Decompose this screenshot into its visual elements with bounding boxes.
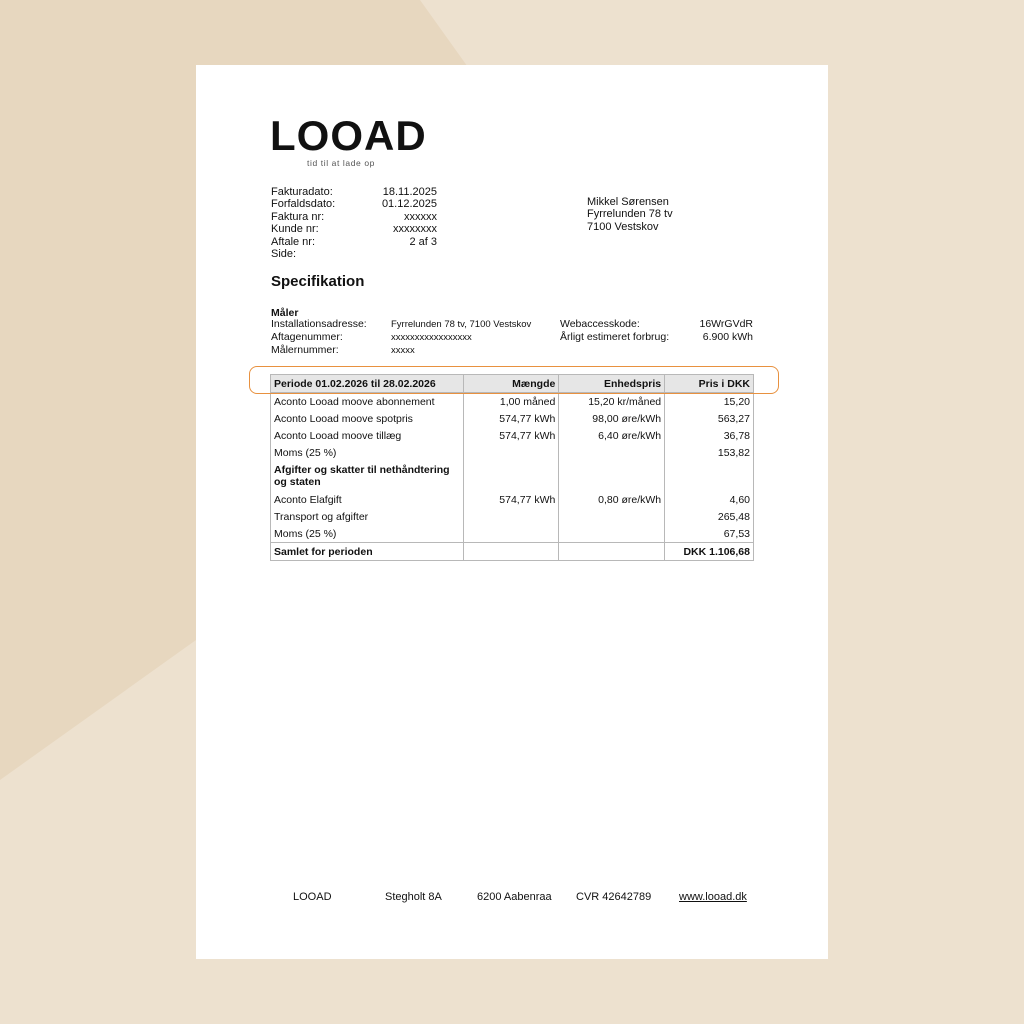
meta-row: Aftale nr: 2 af 3 (271, 235, 437, 248)
footer-company: LOOAD (293, 891, 332, 903)
meter-title: Måler (271, 307, 299, 319)
table-row: Moms (25 %) 67,53 (271, 525, 754, 543)
forbrug-value: 6.900 kWh (702, 331, 753, 343)
logo-tagline: tid til at lade op (307, 158, 375, 168)
forbrug-label: Årligt estimeret forbrug: (560, 331, 670, 343)
meta-row: Side: (271, 247, 297, 260)
column-header-quantity: Mængde (463, 375, 559, 393)
invoice-page (196, 65, 828, 959)
table-row: Aconto Looad moove abonnement 1,00 måned 15,20 kr/måned 15,20 (271, 393, 754, 411)
invoice-meta (271, 186, 437, 260)
table-row: Transport og afgifter 265,48 (271, 508, 754, 525)
meta-row: Kunde nr: xxxxxxxx (271, 223, 437, 236)
recipient-address (587, 196, 673, 233)
footer-cvr: CVR 42642789 (576, 891, 652, 903)
table-row: Aconto Looad moove tillæg 574,77 kWh 6,40 øre/kWh 36,78 (271, 427, 754, 444)
maaler-value: xxxxx (391, 345, 415, 356)
maaler-label: Målernummer: (271, 344, 339, 356)
recipient-city: 7100 Vestskov (587, 220, 659, 233)
specification-title: Specifikation (271, 273, 365, 290)
footer-website-link[interactable]: www.looad.dk (679, 891, 747, 903)
period-header-highlight (249, 366, 779, 394)
meta-row: Forfaldsdato: 01.12.2025 (271, 198, 437, 211)
total-label: Samlet for perioden (271, 543, 464, 561)
aftage-value: xxxxxxxxxxxxxxxxx (391, 332, 472, 343)
table-row: Aconto Looad moove spotpris 574,77 kWh 98,00 øre/kWh 563,27 (271, 410, 754, 427)
meta-row: Fakturadato: 18.11.2025 (271, 186, 437, 198)
table-section-row: Afgifter og skatter til nethåndtering og staten (271, 461, 754, 491)
column-header-unit-price: Enhedspris (559, 375, 665, 393)
looad-logo: LOOAD (270, 112, 427, 159)
total-amount: DKK 1.106,68 (665, 543, 754, 561)
table-row: Aconto Elafgift 574,77 kWh 0,80 øre/kWh 4,60 (271, 491, 754, 508)
column-header-period: Periode 01.02.2026 til 28.02.2026 (271, 375, 464, 393)
installation-label: Installationsadresse: (271, 318, 367, 330)
meta-row: Faktura nr: xxxxxx (271, 210, 437, 223)
footer-city: 6200 Aabenraa (477, 891, 552, 903)
footer-street: Stegholt 8A (385, 891, 442, 903)
recipient-name: Mikkel Sørensen (587, 196, 669, 208)
table-total-row (271, 543, 754, 561)
recipient-street: Fyrrelunden 78 tv (587, 208, 673, 221)
webaccess-value: 16WrGVdR (699, 318, 753, 330)
aftage-label: Aftagenummer: (271, 331, 343, 343)
specification-table (270, 374, 754, 561)
installation-value: Fyrrelunden 78 tv, 7100 Vestskov (391, 319, 532, 330)
table-row: Moms (25 %) 153,82 (271, 444, 754, 461)
column-header-price: Pris i DKK (665, 375, 754, 393)
webaccess-label: Webaccesskode: (560, 318, 640, 330)
